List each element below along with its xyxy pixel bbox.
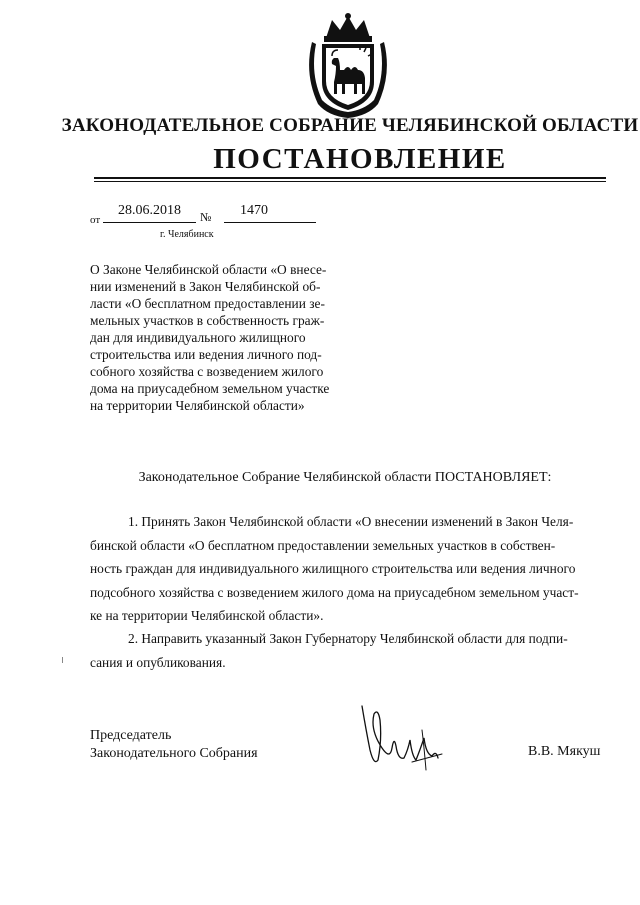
date-label: от [90, 214, 101, 226]
margin-mark [62, 657, 63, 663]
coat-of-arms-icon [304, 12, 392, 120]
item-line: сания и опубликования. [90, 654, 226, 670]
subject-line: на территории Челябинской области» [90, 398, 305, 413]
resolution-item-1 [90, 510, 598, 628]
resolution-preamble: Законодательное Собрание Челябинской области ПОСТАНОВЛЯЕТ: [138, 470, 552, 485]
document-type-heading: ПОСТАНОВЛЕНИЕ [213, 143, 507, 175]
item-line: бинской области «О бесплатном предоставлении земельных участков в собствен- [90, 537, 556, 553]
document-subject [90, 261, 348, 414]
subject-line: О Законе Челябинской области «О внесе- [90, 262, 327, 277]
subject-line: строительства или ведения личного под- [90, 347, 322, 362]
subject-line: дан для индивидуального жилищного [90, 330, 306, 345]
subject-line: мельных участков в собственность граж- [90, 313, 325, 328]
city-label: г. Челябинск [160, 229, 214, 240]
item-line: 2. Направить указанный Закон Губернатору Челябинской области для подпи- [128, 631, 568, 646]
document-date: 28.06.2018 [118, 203, 181, 218]
signatory-title-line: Председатель [90, 728, 172, 743]
resolution-item-2 [90, 627, 598, 674]
item-line: 1. Принять Закон Челябинской области «О внесении изменений в Закон Челя- [128, 514, 574, 529]
subject-line: собного хозяйства с возведением жилого [90, 364, 324, 379]
signatory-title [90, 727, 258, 763]
header-rule-thick [94, 177, 606, 179]
handwritten-signature-icon [352, 700, 444, 780]
subject-line: нии изменений в Закон Челябинской об- [90, 279, 321, 294]
item-line: ке на территории Челябинской области». [90, 608, 324, 624]
date-underline [103, 222, 196, 223]
number-label: № [200, 210, 212, 224]
signatory-title-line: Законодательного Собрания [90, 746, 258, 761]
item-line: подсобного хозяйства с возведением жилого дома на приусадебном земельном участ- [90, 584, 579, 600]
number-underline [224, 222, 316, 223]
signatory-name: В.В. Мякуш [528, 744, 601, 759]
subject-line: ласти «О бесплатном предоставлении зе- [90, 296, 325, 311]
document-number: 1470 [240, 203, 268, 218]
organization-title: ЗАКОНОДАТЕЛЬНОЕ СОБРАНИЕ ЧЕЛЯБИНСКОЙ ОБЛАСТИ [61, 115, 639, 136]
header-rule-thin [94, 181, 606, 182]
item-line: ность граждан для индивидуального жилищного строительства или ведения личного [90, 561, 576, 577]
subject-line: дома на приусадебном земельном участке [90, 381, 330, 396]
